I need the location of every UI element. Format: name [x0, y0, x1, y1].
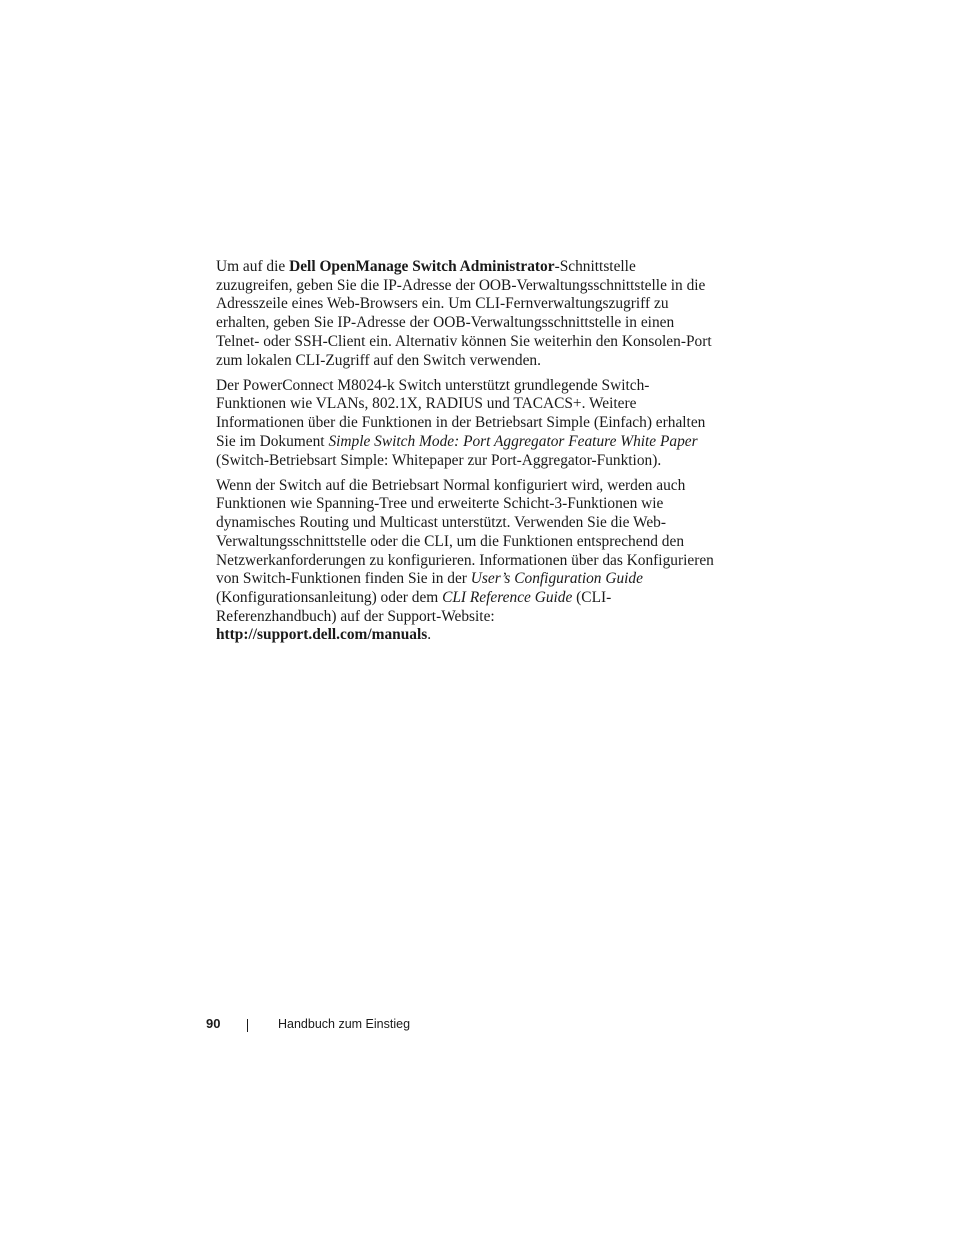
p2-text-2: (Switch-Betriebsart Simple: Whitepaper zur Port-Aggregator-Funktion). [216, 451, 662, 469]
p1-text-2: -Schnittstelle zuzugreifen, geben Sie die IP-Adresse der OOB-Verwaltungsschnittstelle in die Adresszeile eines Web-Browsers ein. Um CLI-Fernverwaltungszugriff zu erhalten, geben Sie IP-Adresse der OOB-Verwaltungsschnittstelle in einen Telnet- oder SSH-Client ein. Alternativ können Sie weiterhin den Konsolen-Port zum lokalen CLI-Zugriff auf den Switch verwenden. [216, 258, 712, 369]
page-footer [0, 1016, 954, 1036]
footer-title: Handbuch zum Einstieg [278, 1017, 411, 1031]
paragraph-1 [216, 258, 716, 370]
body-text [216, 258, 716, 652]
p1-text-1: Um auf die [216, 258, 290, 275]
users-configuration-guide-title: User’s Configuration Guide [470, 570, 643, 588]
p3-text-1: Wenn der Switch auf die Betriebsart Normal konfiguriert wird, werden auch Funktionen wie Spanning-Tree und erweiterte Schicht-3-Funktionen wie dynamisches Routing und Multicast unterstützt. Verwenden Sie die Web-Verwaltungsschnittstelle oder die CLI, um die Funktionen entsprechend den Netzwerkanforderungen zu konfigurieren. Informationen über das Konfigurieren von Switch-Funktionen finden Sie in der [216, 476, 714, 588]
paragraph-2 [216, 377, 716, 471]
document-title: Simple Switch Mode: Port Aggregator Feature White Paper [328, 432, 698, 450]
p3-text-4: . [427, 626, 432, 644]
p3-text-2: (Konfigurationsanleitung) oder dem [216, 588, 443, 606]
p2-text-1: Der PowerConnect M8024-k Switch unterstützt grundlegende Switch-Funktionen wie VLANs, 802.1X, RADIUS und TACACS+. Weitere Informationen über die Funktionen in der Betriebsart Simple (Einfach) erhalten Sie im Dokument [216, 376, 706, 450]
page-number: 90 [206, 1016, 221, 1031]
cli-reference-guide-title: CLI Reference Guide [442, 588, 573, 606]
p3-text-3: (CLI-Referenzhandbuch) auf der Support-Website: [216, 588, 612, 625]
paragraph-3 [216, 477, 716, 645]
product-name: Dell OpenManage Switch Administrator [289, 258, 555, 275]
footer-divider [247, 1019, 248, 1032]
support-url: http://support.dell.com/manuals [216, 626, 428, 644]
